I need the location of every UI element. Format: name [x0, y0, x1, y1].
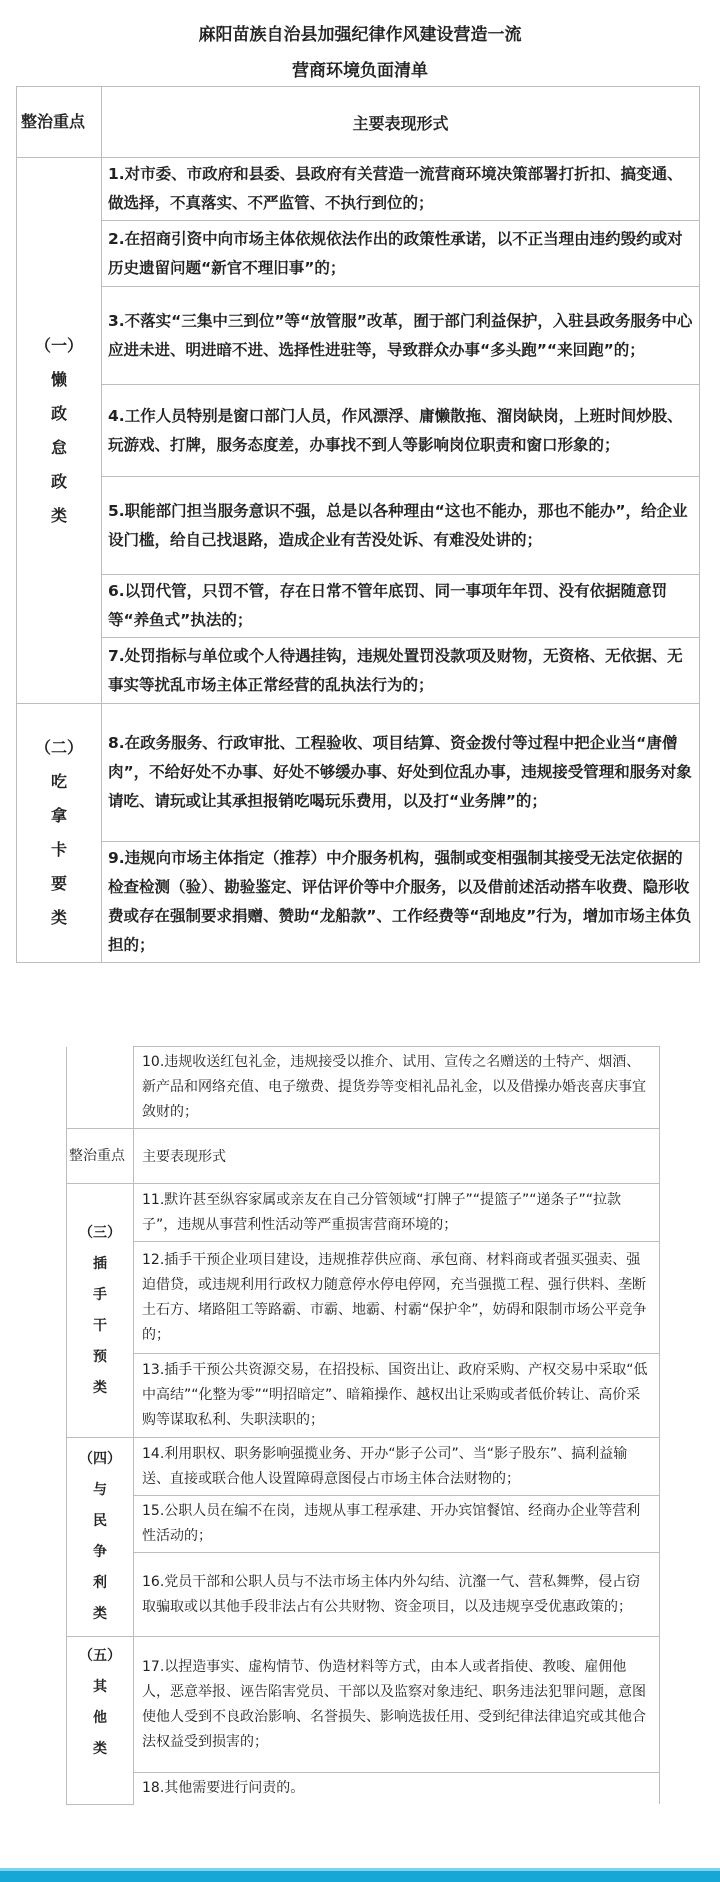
list-item: 14.利用职权、职务影响强揽业务、开办“影子公司”、当“影子股东”、搞利益输送、直接或联合他人设置障碍意图侵占市场主体合法财物的； [134, 1438, 660, 1496]
table-row [67, 1438, 660, 1496]
table-header-row [17, 87, 700, 158]
table-row [67, 1553, 660, 1637]
category-other: （五） 其 他 类 [67, 1637, 134, 1805]
header-main: 主要表现形式 [102, 87, 700, 158]
list-item: 15.公职人员在编不在岗，违规从事工程承建、开办宾馆餐馆、经商办企业等营利性活动的； [134, 1496, 660, 1553]
list-item: 17.以捏造事实、虚构情节、伪造材料等方式，由本人或者指使、教唆、雇佣他人，恶意举报、诬告陷害党员、干部以及监察对象违纪、职务违法犯罪问题，意图使他人受到不良政治影响、名誉损失、影响选拔任用、受到纪律法律追究或其他合法权益受到损害的； [134, 1637, 660, 1773]
category-interfere: （三） 插 手 干 预 类 [67, 1184, 134, 1438]
table-row [17, 638, 700, 704]
list-item: 18.其他需要进行问责的。 [134, 1773, 660, 1805]
list-item: 13.插手干预公共资源交易，在招投标、国资出让、政府采购、产权交易中采取“低中高结”“化整为零”“明招暗定”、暗箱操作、越权出让采购或者低价转让、高价采购等谋取私利、失职渎职的； [134, 1354, 660, 1438]
table-row [17, 704, 700, 842]
table-row [17, 221, 700, 287]
table-row [67, 1047, 660, 1129]
doc-title-line2: 营商环境负面清单 [292, 61, 428, 81]
list-item: 2.在招商引资中向市场主体依规依法作出的政策性承诺，以不正当理由违约毁约或对历史遗留问题“新官不理旧事”的； [102, 221, 700, 287]
negative-list-table-part2 [66, 1046, 660, 1805]
list-item: 12.插手干预企业项目建设，违规推荐供应商、承包商、材料商或者强买强卖、强迫借贷，或违规利用行政权力随意停水停电停网，充当强揽工程、强行供料、垄断土石方、堵路阻工等路霸、市霸、地霸、村霸“保护伞”，妨碍和限制市场公平竞争的； [134, 1242, 660, 1354]
decorative-footer-bar [0, 1868, 720, 1882]
category-eat-continued [67, 1047, 134, 1129]
list-item: 4.工作人员特别是窗口部门人员，作风漂浮、庸懒散拖、溜岗缺岗，上班时间炒股、玩游戏、打牌，服务态度差，办事找不到人等影响岗位职责和窗口形象的； [102, 385, 700, 477]
table-row [17, 575, 700, 638]
list-item: 7.处罚指标与单位或个人待遇挂钩，违规处置罚没款项及财物，无资格、无依据、无事实等扰乱市场主体正常经营的乱执法行为的； [102, 638, 700, 704]
table-row [67, 1496, 660, 1553]
category-lazy: （一） 懒 政 怠 政 类 [17, 158, 102, 704]
list-item: 16.党员干部和公职人员与不法市场主体内外勾结、沆瀣一气、营私舞弊，侵占窃取骗取或以其他手段非法占有公共财物、资金项目，以及违规享受优惠政策的； [134, 1553, 660, 1637]
list-item: 3.不落实“三集中三到位”等“放管服”改革，囿于部门利益保护，入驻县政务服务中心应进未进、明进暗不进、选择性进驻等，导致群众办事“多头跑”“来回跑”的； [102, 287, 700, 385]
header-category: 整治重点 [17, 87, 102, 158]
table-row [17, 477, 700, 575]
doc-title-line1: 麻阳苗族自治县加强纪律作风建设营造一流 [198, 25, 522, 45]
category-eat: （二） 吃 拿 卡 要 类 [17, 704, 102, 963]
list-item: 5.职能部门担当服务意识不强，总是以各种理由“这也不能办，那也不能办”，给企业设门槛，给自己找退路，造成企业有苦没处诉、有难没处讲的； [102, 477, 700, 575]
list-item: 1.对市委、市政府和县委、县政府有关营造一流营商环境决策部署打折扣、搞变通、做选择，不真落实、不严监管、不执行到位的； [102, 158, 700, 221]
list-item: 8.在政务服务、行政审批、工程验收、项目结算、资金拨付等过程中把企业当“唐僧肉”，不给好处不办事、好处不够缓办事、好处到位乱办事，违规接受管理和服务对象请吃、请玩或让其承担报销吃喝玩乐费用，以及打“业务牌”的； [102, 704, 700, 842]
category-compete: （四） 与 民 争 利 类 [67, 1438, 134, 1637]
table-row [67, 1354, 660, 1438]
table-header-row [67, 1129, 660, 1184]
list-item: 11.默许甚至纵容家属或亲友在自己分管领域“打牌子”“提篮子”“递条子”“拉款子”，违规从事营利性活动等严重损害营商环境的； [134, 1184, 660, 1242]
table-row [67, 1184, 660, 1242]
table-row [17, 287, 700, 385]
table-row [67, 1773, 660, 1805]
header-main-repeat: 主要表现形式 [134, 1129, 660, 1184]
table-row [67, 1242, 660, 1354]
table-row [17, 385, 700, 477]
list-item: 10.违规收送红包礼金，违规接受以推介、试用、宣传之名赠送的土特产、烟酒、新产品和网络充值、电子缴费、提货券等变相礼品礼金，以及借操办婚丧喜庆事宜敛财的； [134, 1047, 660, 1129]
negative-list-table-part1 [16, 86, 700, 963]
list-item: 6.以罚代管，只罚不管，存在日常不管年底罚、同一事项年年罚、没有依据随意罚等“养鱼式”执法的； [102, 575, 700, 638]
table-row [67, 1637, 660, 1773]
list-item: 9.违规向市场主体指定（推荐）中介服务机构，强制或变相强制其接受无法定依据的检查检测（验）、勘验鉴定、评估评价等中介服务，以及借前述活动搭车收费、隐形收费或存在强制要求捐赠、赞助“龙船款”、工作经费等“刮地皮”行为，增加市场主体负担的； [102, 842, 700, 963]
table-row [17, 842, 700, 963]
table-row [17, 158, 700, 221]
header-category-repeat: 整治重点 [67, 1129, 134, 1184]
